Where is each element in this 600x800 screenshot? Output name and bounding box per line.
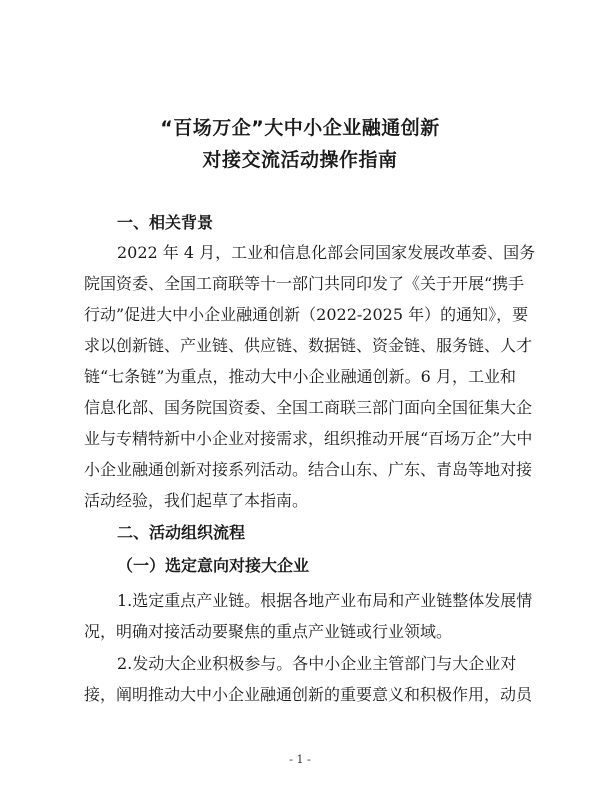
- paragraph-line: 院国资委、全国工商联等十一部门共同印发了《关于开展“携手: [84, 274, 525, 293]
- document-title-line-1: “百场万企”大中小企业融通创新: [160, 117, 440, 139]
- paragraph-line: 行动”促进大中小企业融通创新（2022-2025 年）的通知》，要: [84, 305, 529, 324]
- paragraph-line: 业与专精特新中小企业对接需求，组织推动开展“百场万企”大中: [84, 429, 533, 448]
- section-2-heading: 二、活动组织流程: [117, 523, 246, 542]
- paragraph-line: 接，阐明推动大中小企业融通创新的重要意义和积极作用，动员: [84, 685, 533, 704]
- paragraph-line: 活动经验，我们起草了本指南。: [84, 491, 309, 510]
- section-1-heading: 一、相关背景: [117, 213, 214, 232]
- paragraph-line: 2.发动大企业积极参与。各中小企业主管部门与大企业对: [117, 654, 517, 673]
- paragraph-line: 小企业融通创新对接系列活动。结合山东、广东、青岛等地对接: [84, 460, 533, 479]
- paragraph-line: 链“七条链”为重点，推动大中小企业融通创新。6 月，工业和: [84, 367, 516, 386]
- paragraph-line: 况，明确对接活动要聚焦的重点产业链或行业领域。: [84, 622, 453, 641]
- paragraph-line: 求以创新链、产业链、供应链、数据链、资金链、服务链、人才: [84, 336, 533, 355]
- subsection-heading: （一）选定意向对接大企业: [117, 556, 310, 575]
- paragraph-line: 1.选定重点产业链。根据各地产业布局和产业链整体发展情: [117, 591, 533, 610]
- paragraph-line: 信息化部、国务院国资委、全国工商联三部门面向全国征集大企: [84, 398, 533, 417]
- document-title-line-2: 对接交流活动操作指南: [202, 149, 398, 171]
- paragraph-line: 2022 年 4 月，工业和信息化部会同国家发展改革委、国务: [117, 243, 536, 262]
- page-number: - 1 -: [289, 753, 311, 766]
